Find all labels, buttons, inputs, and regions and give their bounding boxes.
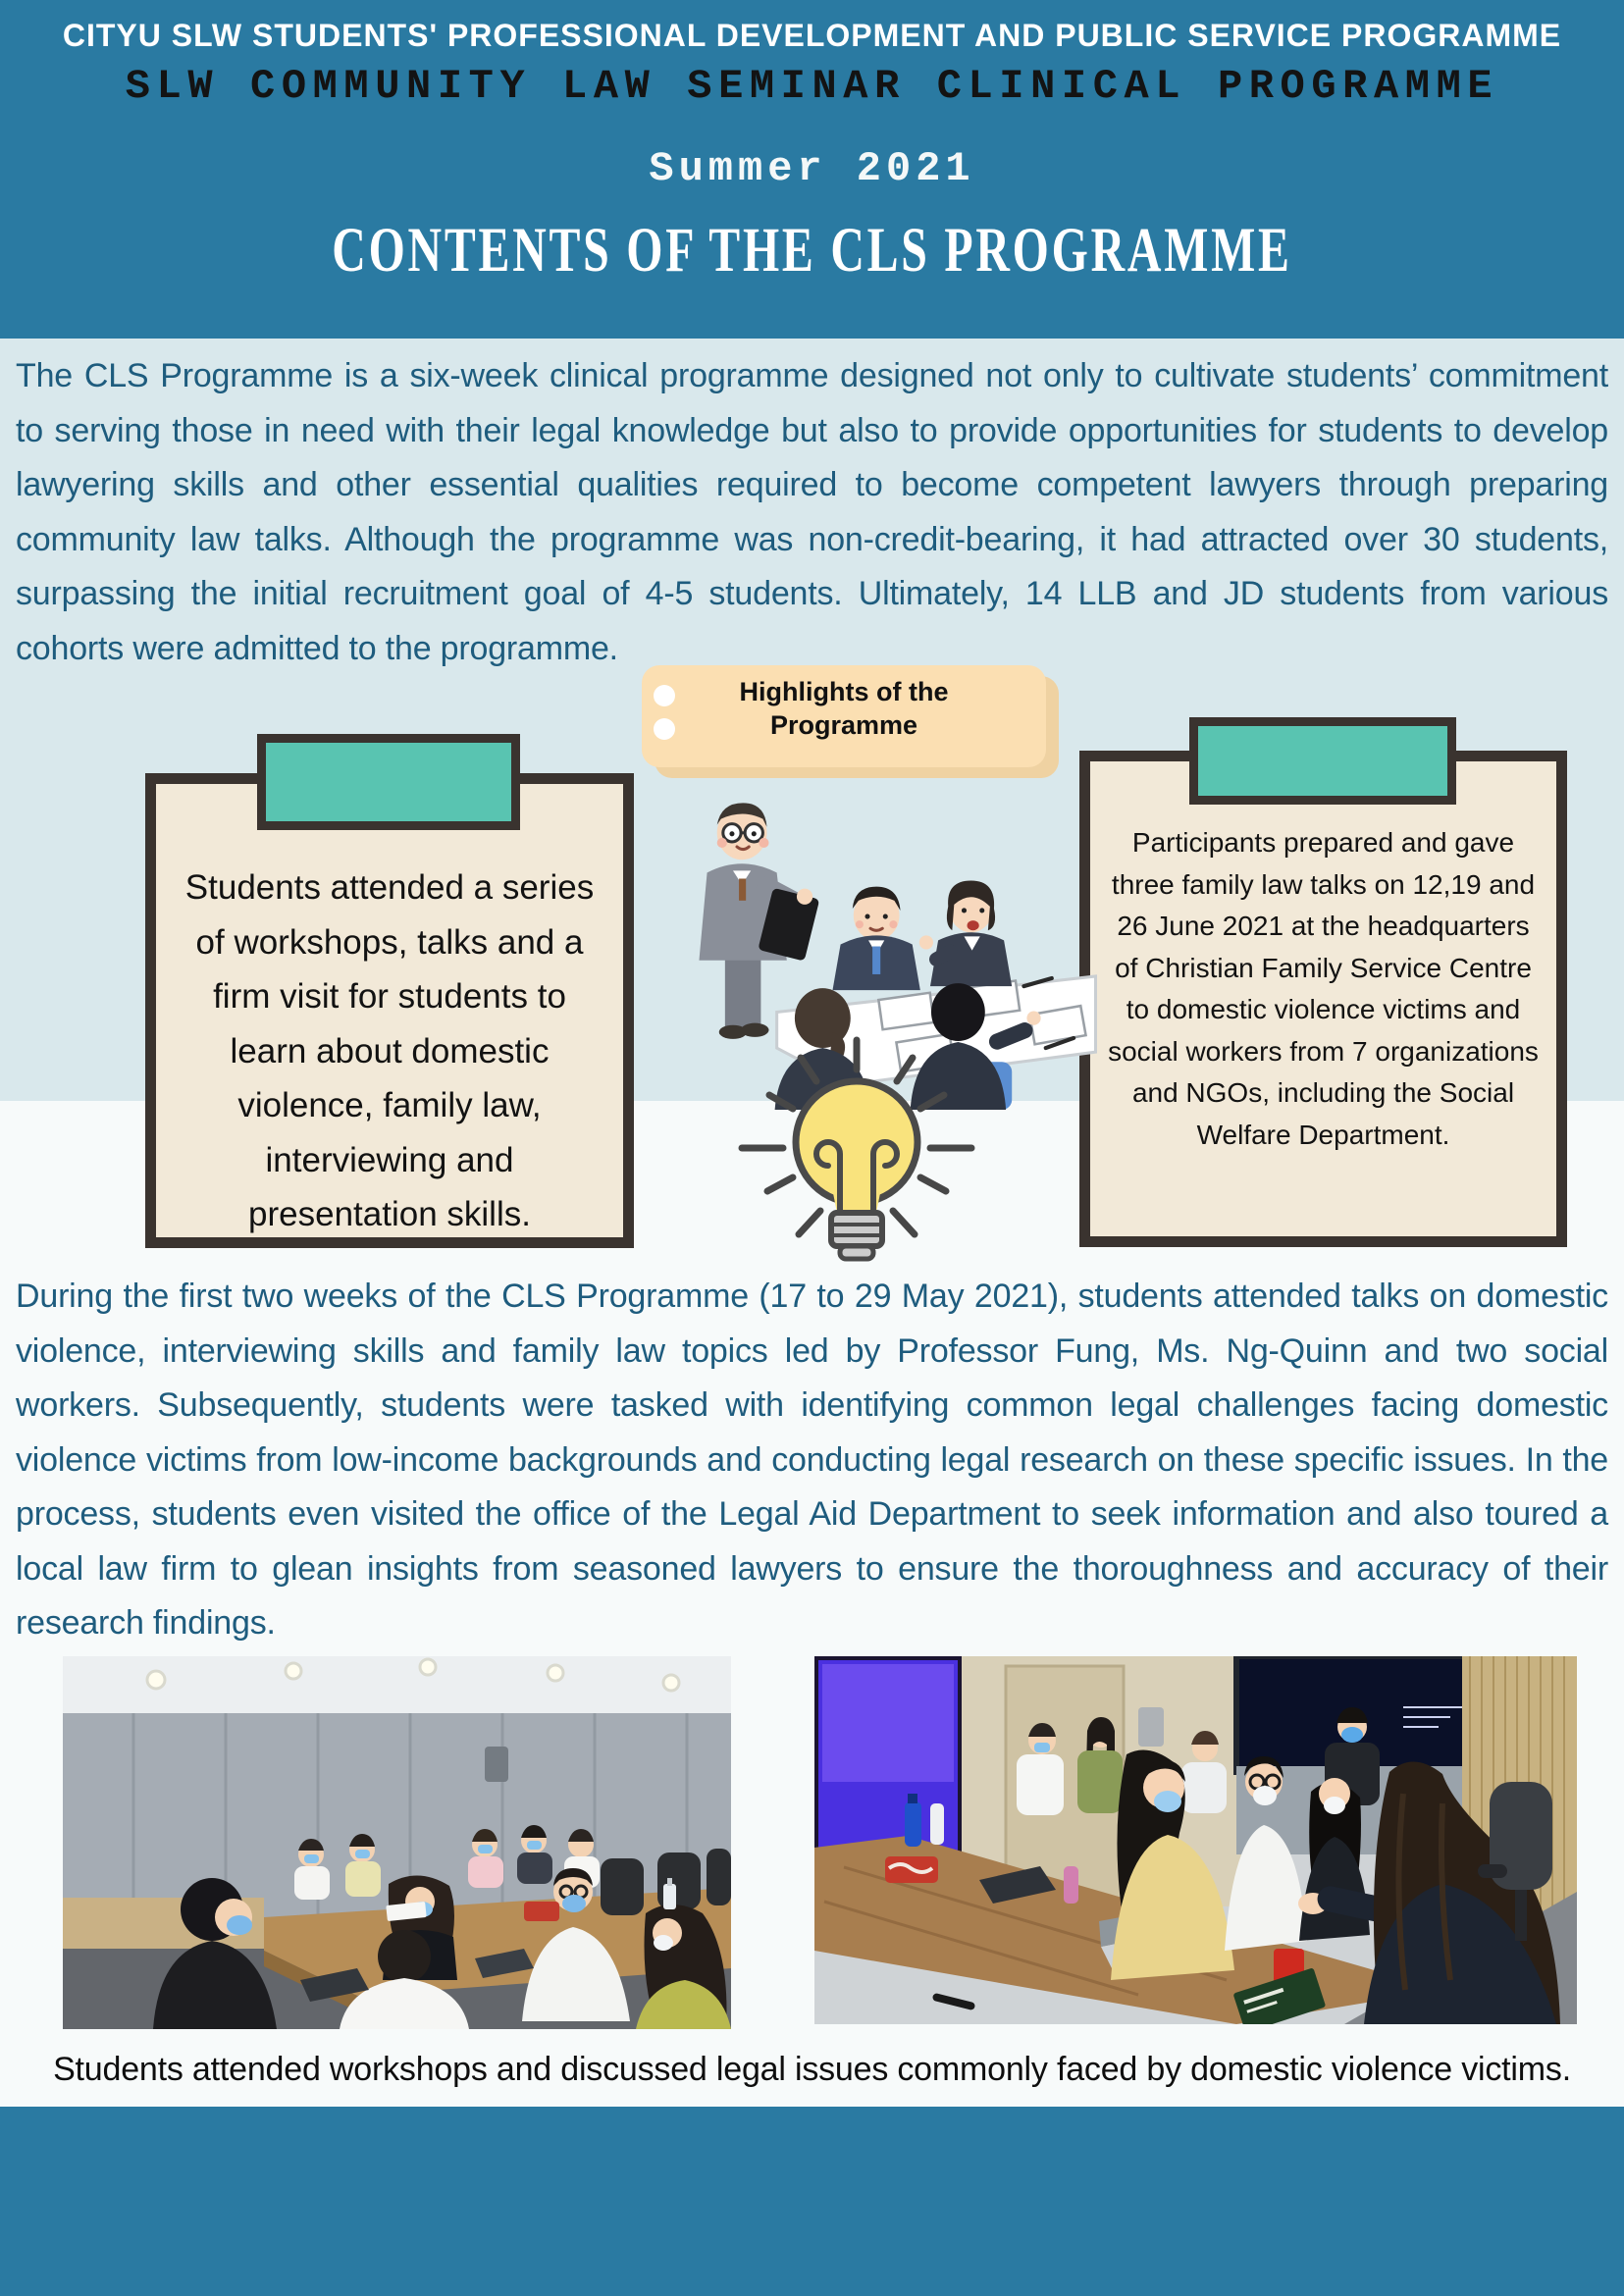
workshops-card-tab xyxy=(257,734,520,830)
seated-woman-figure xyxy=(919,881,1012,987)
workshops-card-text: Students attended a series of workshops, talks and a firm visit for students to learn about domestic violence, family law, interviewing and presentation skills. xyxy=(184,868,595,1233)
page-title: CONTENTS OF THE CLS PROGRAMME xyxy=(332,215,1292,287)
programme-overline: CITYU SLW STUDENTS' PROFESSIONAL DEVELOPMENT AND PUBLIC SERVICE PROGRAMME xyxy=(62,18,1562,53)
talks-card-tab xyxy=(1189,717,1456,805)
programme-title: SLW COMMUNITY LAW SEMINAR CLINICAL PROGRAMME xyxy=(125,63,1499,110)
highlights-dot-icon xyxy=(654,718,675,740)
talks-card xyxy=(1079,751,1567,1247)
footer-band xyxy=(0,2107,1624,2296)
photo-workshop-right xyxy=(814,1656,1577,2024)
middle-paragraph: During the first two weeks of the CLS Programme (17 to 29 May 2021), students attended talks on domestic violence, interviewing skills and family law topics led by Professor Fung, Ms. Ng-Quinn and two social workers. Subsequently, students were tasked with identifying common legal challenges facing domestic violence victims from low-income backgrounds and conducting legal research on these specific issues. In the process, students even visited the office of the Legal Aid Department to seek information and also toured a local law firm to glean insights from seasoned lawyers to ensure the thoroughness and accuracy of their research findings. xyxy=(16,1278,1608,1642)
highlights-box xyxy=(642,665,1046,767)
highlights-label: Highlights of the Programme xyxy=(739,677,949,740)
highlights-dot-icon xyxy=(654,685,675,706)
intro-paragraph: The CLS Programme is a six-week clinical programme designed not only to cultivate students’ commitment to serving those in need with their legal knowledge but also to provide opportunities for students to develop lawyering skills and other essential qualities required to become competent lawyers through preparing community law talks. Although the programme was non-credit-bearing, it had attracted over 30 students, surpassing the initial recruitment goal of 4-5 students. Ultimately, 14 LLB and JD students from various cohorts were admitted to the programme. xyxy=(16,357,1608,667)
programme-season: Summer 2021 xyxy=(649,145,975,192)
lightbulb-icon xyxy=(738,1032,979,1264)
photo-workshop-left xyxy=(63,1656,731,2029)
workshops-card xyxy=(145,773,634,1248)
seated-man-figure xyxy=(832,887,919,991)
talks-card-text: Participants prepared and gave three family law talks on 12,19 and 26 June 2021 at the headquarters of Christian Family Service Centre to domestic violence victims and social workers from 7 organizations and NGOs, including the Social Welfare Department. xyxy=(1108,827,1539,1150)
photo-caption: Students attended workshops and discussed legal issues commonly faced by domestic violence victims. xyxy=(53,2051,1571,2088)
